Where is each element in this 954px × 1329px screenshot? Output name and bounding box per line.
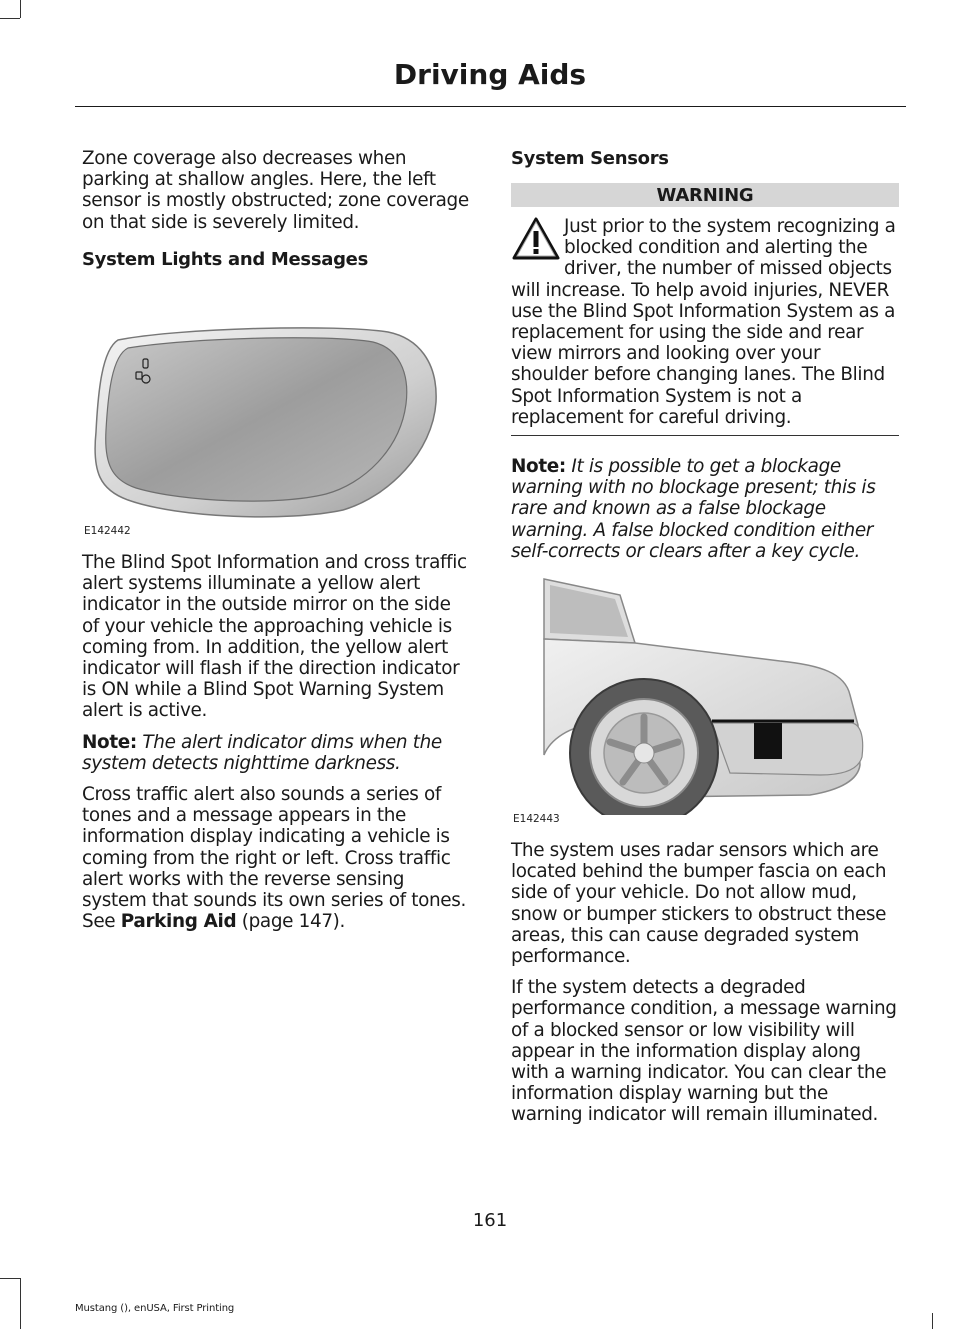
header-rule — [75, 106, 906, 107]
footer-text: Mustang (), enUSA, First Printing — [75, 1303, 235, 1314]
crop-mark — [20, 0, 21, 18]
note-text: It is possible to get a blockage warning with no blockage present; this is rare and known as a false blockage warning. A false blocked condition either self-corrects or clears after a key cycle. — [511, 456, 876, 562]
warning-divider — [511, 435, 899, 436]
crop-mark — [0, 18, 20, 19]
note-label: Note: — [82, 731, 137, 753]
body-text: Cross traffic alert also sounds a series of tones and a message appears in the information display indicating a vehicle is coming from the right or left. Cross traffic alert works with the reverse sensing system that sounds its own series of tones. See — [82, 784, 467, 933]
left-column-body — [82, 552, 472, 942]
warning-icon-spacer — [511, 216, 564, 278]
right-note — [511, 456, 901, 572]
intro-paragraph: Zone coverage also decreases when parking at shallow angles. Here, the left sensor is mostly obstructed; zone coverage on that side is severely limited. — [82, 148, 469, 233]
warning-text: Just prior to the system recognizing a blocked condition and alerting the driver, the number of missed objects will increase. To help avoid injuries, NEVER use the Blind Spot Information System as a replacement for using the side and rear view mirrors and looking over your shoulder before changing lanes. The Blind Spot Information System is not a replacement for careful driving. — [511, 216, 896, 428]
mirror-illustration — [88, 322, 444, 522]
section-heading-lights: System Lights and Messages — [82, 248, 368, 270]
figure-caption-bumper: E142443 — [513, 813, 560, 825]
page-number: 161 — [472, 1210, 508, 1231]
crop-mark — [932, 1313, 933, 1329]
body-paragraph — [82, 784, 472, 932]
section-heading-sensors: System Sensors — [511, 148, 669, 169]
page-reference: (page 147). — [241, 911, 346, 933]
sensor-location-marker — [754, 723, 782, 759]
note-paragraph — [82, 732, 472, 774]
cross-reference-link[interactable]: Parking Aid — [120, 911, 237, 933]
figure-caption-mirror: E142442 — [84, 525, 131, 537]
page-title: Driving Aids — [393, 58, 587, 91]
right-column-body — [511, 840, 901, 1136]
right-column-heading — [511, 148, 901, 169]
warning-header: WARNING — [511, 183, 899, 207]
left-column-top — [82, 148, 472, 270]
warning-text-block — [511, 216, 901, 428]
crop-mark — [20, 1278, 21, 1329]
note-text: The alert indicator dims when the system detects nighttime darkness. — [82, 731, 442, 774]
crop-mark — [0, 1278, 20, 1279]
body-paragraph: If the system detects a degraded performance condition, a message warning of a blocked sensor or low visibility will appear in the information display along with a warning indicator. You can clear the information display warning but the warning indicator will remain illuminated. — [511, 977, 897, 1126]
note-label: Note: — [511, 456, 566, 477]
body-paragraph: The Blind Spot Information and cross traffic alert systems illuminate a yellow alert indicator in the outside mirror on the side of your vehicle the approaching vehicle is coming from. In addition, the yellow alert indicator will flash if the direction indicator is ON while a Blind Spot Warning System alert is active. — [82, 552, 467, 722]
note-paragraph — [511, 456, 901, 562]
body-paragraph: The system uses radar sensors which are located behind the bumper fascia on each side of your vehicle. Do not allow mud, snow or bumper stickers to obstruct these areas, this can cause degraded system performance. — [511, 840, 887, 968]
car-rear-bumper-illustration — [540, 575, 870, 827]
